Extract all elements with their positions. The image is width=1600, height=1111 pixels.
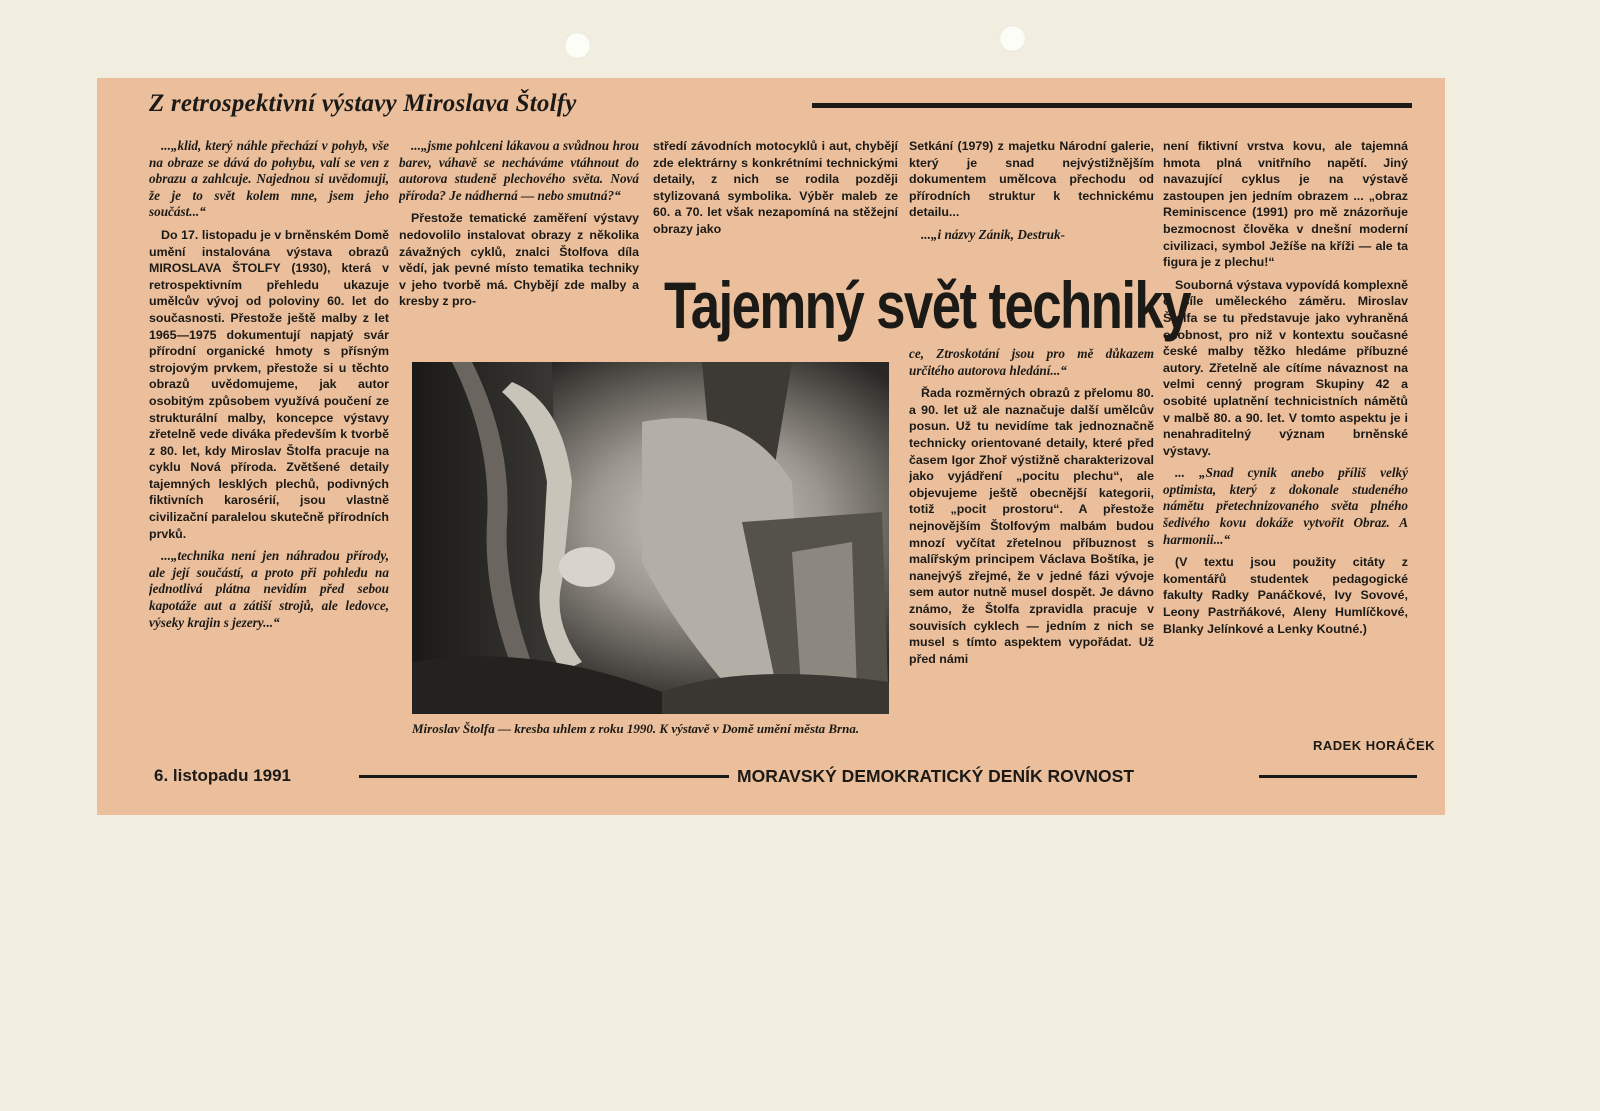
photo-caption: Miroslav Štolfa — kresba uhlem z roku 1990. K výstavě v Domě umění města Brna. (412, 721, 860, 736)
headline: Tajemný svět techniky (664, 268, 1190, 342)
body-paragraph: Do 17. listopadu je v brněnském Domě umění instalována výstava obrazů MIROSLAVA ŠTOLFY (1930), která v retrospektivním přehledu ukazuje umělcův vývoj od poloviny 60. let do současnosti. Přestože ještě malby z let 1965—1975 dokumentují napjatý svár přírodní organické hmoty s přísným strojovým prvkem, přestože si u těchto obrazů uvědomujeme, jak autor osobitým způsobem využívá poučení ze strukturální malby, koncepce výstavy zřetelně vede diváka především k tvorbě z 80. let, kdy Miroslav Štolfa pracuje na cyklu Nová příroda. Zvětšené detaily tajemných lesklých plechů, podivných fiktivních karosérií, jsou vlastně civilizační paralelou skutečně přírodních prvků. (149, 227, 389, 541)
footer-rule-right (1259, 775, 1417, 778)
newspaper-name: MORAVSKÝ DEMOKRATICKÝ DENÍK ROVNOST (737, 766, 1135, 786)
article-column-3 (653, 138, 898, 248)
section-header: Z retrospektivní výstavy Miroslava Štolfy (149, 90, 577, 117)
newspaper-clipping (97, 78, 1445, 815)
article-column-2 (399, 138, 639, 353)
body-paragraph: (V textu jsou použity citáty z komentářů studentek pedagogické fakulty Radky Panáčkové, Ivy Sovové, Leony Pastrňákové, Aleny Humlíčkové, Blanky Jelínkové a Lenky Koutné.) (1163, 555, 1408, 636)
footer-rule (359, 775, 729, 778)
issue-date: 6. listopadu 1991 (154, 766, 291, 785)
header-rule (812, 103, 1412, 108)
quote-paragraph: ...„i názvy Zánik, Destruk- (921, 226, 1065, 242)
quote-paragraph: ... „Snad cynik anebo příliš velký optimista, který z dokonale studeného námětu přetechnizovaného světa plného šedivého kovu dokáže vytvořit Obraz. A harmonii...“ (1163, 465, 1408, 547)
body-paragraph: není fiktivní vrstva kovu, ale tajemná hmota plná vnitřního napětí. Jiný navazující cyklus je na výstavě zastoupen jen jedním obrazem ... „obraz Reminiscence (1991) pro mě znázorňuje bezmocnost člověka v dnešní moderní civilizaci, symbol Ježíše na kříži — ale ta figura je z plechu!“ (1163, 139, 1408, 270)
quote-paragraph: ...„jsme pohlceni lákavou a svůdnou hrou barev, váhavě se necháváme vtáhnout do autorova studeně plechového světa. Nová příroda? Je nádherná — nebo smutná?“ (399, 138, 639, 203)
article-column-4-bottom (909, 346, 1154, 751)
article-column-1 (149, 138, 389, 743)
quote-paragraph: ce, Ztroskotání jsou pro mě důkazem určitého autorova hledání...“ (909, 346, 1154, 378)
article-column-4-top (909, 138, 1154, 248)
quote-paragraph: ...„klid, který náhle přechází v pohyb, vše na obraze se dává do pohybu, valí se ven z obrazu a zahlcuje. Najednou si uvědomuji, že je to svět kolem mne, jsem jeho součást...“ (149, 138, 389, 220)
punch-hole-right (999, 25, 1026, 52)
article-column-5 (1163, 138, 1408, 736)
body-paragraph: Setkání (1979) z majetku Národní galerie, který je snad nejvýstižnějším dokumentem umělcova přechodu od přírodních struktur k technickému detailu... (909, 139, 1154, 220)
charcoal-drawing-image (412, 362, 889, 714)
body-paragraph: Řada rozměrných obrazů z přelomu 80. a 90. let už ale naznačuje další umělcův posun. Už tu nevidíme tak jednoznačně technicky orientované detaily, které před časem Igor Zhoř výstižně charakterizoval jako vyjádření „pocitu plechu“, ale objevujeme ještě obecnější kategorii, totiž „pocit prostoru“. A přestože nejnovějším Štolfovým malbám budou mnozí vyčítat zřetelnou příbuznost s malířským principem Václava Boštíka, je nanejvýš zřejmé, že v jedné fázi vývoje sem autor nutně musel dospět. Je dávno známo, že Štolfa zpravidla pracuje v souvisích cyklech — jedním z nich se musel s tímto aspektem vypořádat. Už před námi (909, 386, 1154, 666)
body-paragraph: Souborná výstava vypovídá komplexně o síle uměleckého záměru. Miroslav Štolfa se tu představuje jako vyhraněná osobnost, pro niž v kontextu současné české malby těžko hledáme příbuzné autory. Zřetelně ale cítíme návaznost na velmi cenný program Skupiny 42 a osobité uplatnění technicistních námětů v malbě 80. a 90. let. V tomto aspektu je i nenahraditelný význam brněnské výstavy. (1163, 277, 1408, 458)
byline: RADEK HORÁČEK (1312, 738, 1435, 753)
quote-paragraph: ...„technika není jen náhradou přírody, ale její součástí, a proto při pohledu na jednotlivá plátna nevidím před sebou kapotáže aut a zátiší strojů, ale ledovce, výseky krajin s jezery...“ (149, 548, 389, 630)
punch-hole-left (564, 32, 591, 59)
body-paragraph: Přestože tematické zaměření výstavy nedovolilo instalovat obrazy z několika závažných cyklů, znalci Štolfova díla vědí, jak pevné místo tematika techniky v jeho tvorbě má. Chybějí zde malby a kresby z pro- (399, 211, 639, 309)
body-paragraph: středí závodních motocyklů i aut, chybějí zde elektrárny s konkrétními technickými detaily, z nich se rodila později stylizovaná symbolika. Výběr maleb ze 60. a 70. let však nezapomíná na stěžejní obrazy jako (653, 139, 898, 236)
